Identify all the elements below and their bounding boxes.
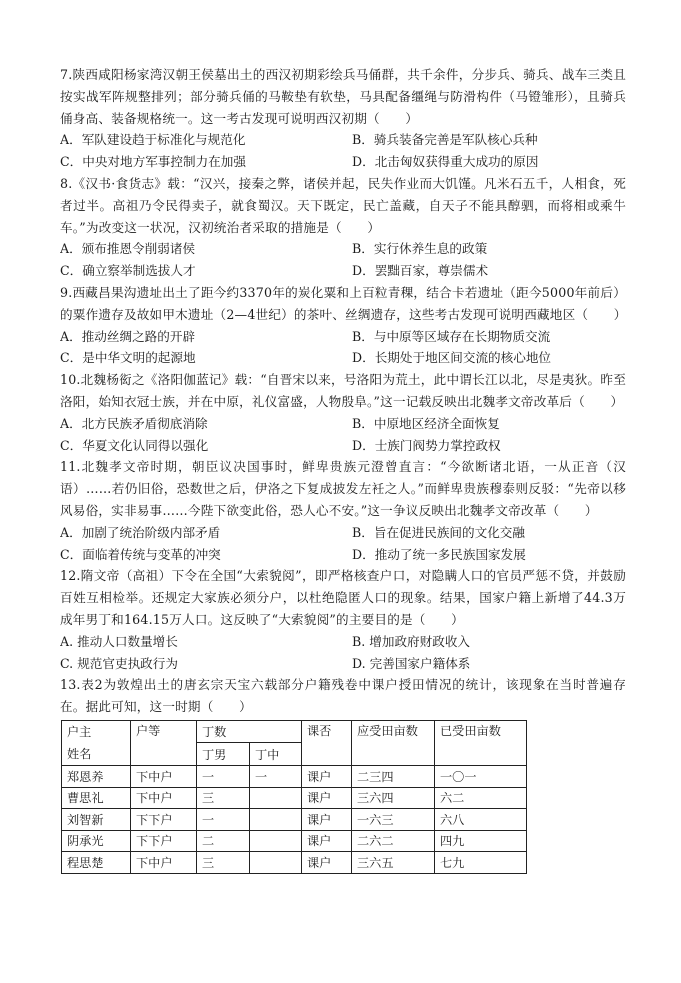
question-10 <box>60 369 626 456</box>
option-d[interactable]: D．长期处于地区间交流的核心地位 <box>352 350 552 366</box>
cell-should: 二三四 <box>352 765 435 787</box>
question-12 <box>60 565 626 674</box>
cell-got: 一〇一 <box>435 765 527 787</box>
header-ding-count: 丁数 <box>197 720 302 743</box>
header-grade: 户等 <box>131 720 197 765</box>
cell-mid <box>250 830 302 852</box>
cell-name: 程思楚 <box>62 852 131 874</box>
exam-page <box>60 64 626 874</box>
option-c[interactable]: C．确立察举制选拔人才 <box>60 263 196 279</box>
header-received: 已受田亩数 <box>435 720 527 765</box>
question-stem: 11.北魏孝文帝时期，朝臣议决国事时，鲜卑贵族元澄曾直言：“今欲断诸北语，一从正音（汉语）……若仍旧俗，恐数世之后，伊洛之下复成披发左衽之人。”而鲜卑贵族穆泰则反驳：“先帝以移风易俗，实非易事……今陛下欲变此俗，恐人心不安。”这一争议反映出北魏孝文帝改革（ ） <box>60 459 626 518</box>
header-ding-male: 丁男 <box>197 743 250 766</box>
cell-tax: 课户 <box>302 765 352 787</box>
question-13 <box>60 674 626 874</box>
question-11 <box>60 456 626 565</box>
cell-name: 曹思礼 <box>62 787 131 809</box>
option-b[interactable]: B．旨在促进民族间的文化交融 <box>352 524 525 540</box>
question-stem: 7.陕西咸阳杨家湾汉朝王侯墓出土的西汉初期彩绘兵马俑群，共千余件，分步兵、骑兵、战车三类且按实战军阵规整排列；部分骑兵俑的马鞍垫有软垫，马具配备缰绳与防滑构件（马镫雏形），且骑兵俑身高、装备规格统一。这一考古发现可说明西汉初期（ ） <box>60 67 626 126</box>
cell-tax: 课户 <box>302 809 352 831</box>
cell-tax: 课户 <box>302 852 352 874</box>
cell-should: 三六五 <box>352 852 435 874</box>
options <box>60 129 626 173</box>
option-b[interactable]: B．实行休养生息的政策 <box>352 241 488 257</box>
option-a[interactable]: A．加剧了统治阶级内部矛盾 <box>60 524 221 540</box>
table-row <box>62 787 527 809</box>
option-b[interactable]: B．与中原等区域存在长期物质交流 <box>352 328 551 344</box>
question-stem: 8.《汉书·食货志》载：“汉兴，接秦之弊，诸侯并起，民失作业而大饥馑。凡米石五千，人相食，死者过半。高祖乃令民得卖子，就食蜀汉。天下既定，民亡盖藏，自天子不能具醇驷，而将相或乘牛车。”为改变这一状况，汉初统治者采取的措施是（ ） <box>60 175 626 235</box>
cell-tax: 课户 <box>302 787 352 809</box>
option-d[interactable]: D．推动了统一多民族国家发展 <box>352 546 526 562</box>
cell-male: 一 <box>197 765 250 787</box>
cell-mid <box>250 787 302 809</box>
options <box>60 522 626 566</box>
cell-name: 阴承光 <box>62 830 131 852</box>
option-b[interactable]: B. 增加政府财政收入 <box>352 633 471 649</box>
option-d[interactable]: D．士族门阀势力掌控政权 <box>352 437 501 453</box>
cell-name: 郑恩养 <box>62 765 131 787</box>
cell-got: 六八 <box>435 809 527 831</box>
cell-got: 四九 <box>435 830 527 852</box>
cell-tax: 课户 <box>302 830 352 852</box>
option-a[interactable]: A．北方民族矛盾彻底消除 <box>60 415 208 431</box>
table-row <box>62 830 527 852</box>
question-9 <box>60 282 626 369</box>
table-row <box>62 809 527 831</box>
question-stem: 13.表2为敦煌出土的唐玄宗天宝六载部分户籍残卷中课户授田情况的统计，该现象在当时普遍存在。据此可知，这一时期（ ） <box>60 677 626 715</box>
options <box>60 413 626 457</box>
cell-mid: 一 <box>250 765 302 787</box>
cell-male: 三 <box>197 852 250 874</box>
option-c[interactable]: C．中央对地方军事控制力在加强 <box>60 154 246 170</box>
question-stem: 10.北魏杨衒之《洛阳伽蓝记》载：“自晋宋以来，号洛阳为荒土，此中谓长江以北，尽是夷狄。昨至洛阳，始知衣冠士族，并在中原，礼仪富盛，人物殷阜。”这一记载反映出北魏孝文帝改革后（ ） <box>60 372 626 409</box>
options <box>60 326 626 370</box>
header-ding-mid: 丁中 <box>250 743 302 766</box>
header-household-head: 户主 姓名 <box>62 720 131 765</box>
table-row <box>62 852 527 874</box>
option-c[interactable]: C．是中华文明的起源地 <box>60 350 196 366</box>
cell-grade: 下中户 <box>131 765 197 787</box>
cell-name: 刘智新 <box>62 809 131 831</box>
cell-grade: 下下户 <box>131 809 197 831</box>
options <box>60 238 626 282</box>
cell-male: 一 <box>197 809 250 831</box>
cell-mid <box>250 809 302 831</box>
header-tax: 课否 <box>302 720 352 765</box>
cell-male: 三 <box>197 787 250 809</box>
question-stem: 12.隋文帝（高祖）下令在全国“大索貌阅”，即严格核查户口，对隐瞒人口的官员严惩不贷，并鼓励百姓互相检举。还规定大家族必须分户，以杜绝隐匿人口的现象。结果，国家户籍上新增了44.3万成年男丁和164.15万人口。这反映了“大索貌阅”的主要目的是（ ） <box>60 568 626 627</box>
cell-should: 三六四 <box>352 787 435 809</box>
cell-grade: 下中户 <box>131 787 197 809</box>
option-a[interactable]: A．推动丝绸之路的开辟 <box>60 328 196 344</box>
option-a[interactable]: A．军队建设趋于标准化与规范化 <box>60 132 246 148</box>
cell-got: 六二 <box>435 787 527 809</box>
question-stem: 9.西藏昌果沟遗址出土了距今约3370年的炭化粟和上百粒青稞，结合卡若遗址（距今5000年前后）的粟作遗存及故如甲木遗址（2—4世纪）的茶叶、丝绸遗存，这些考古发现可说明西藏地区（ ） <box>60 284 627 322</box>
household-table <box>61 720 527 874</box>
table-row <box>62 765 527 787</box>
option-c[interactable]: C. 规范官吏执政行为 <box>60 655 178 671</box>
cell-got: 七九 <box>435 852 527 874</box>
question-8 <box>60 173 626 282</box>
cell-mid <box>250 852 302 874</box>
table-header-row <box>62 720 527 743</box>
option-b[interactable]: B．中原地区经济全面恢复 <box>352 415 500 431</box>
option-d[interactable]: D. 完善国家户籍体系 <box>352 655 471 671</box>
option-c[interactable]: C．面临着传统与变革的冲突 <box>60 546 221 562</box>
option-a[interactable]: A．颁布推恩令削弱诸侯 <box>60 241 196 257</box>
question-7 <box>60 64 626 173</box>
options <box>60 631 626 675</box>
option-d[interactable]: D．北击匈奴获得重大成功的原因 <box>352 154 539 170</box>
header-should-receive: 应受田亩数 <box>352 720 435 765</box>
cell-grade: 下中户 <box>131 852 197 874</box>
cell-should: 一六三 <box>352 809 435 831</box>
cell-male: 二 <box>197 830 250 852</box>
cell-should: 二六二 <box>352 830 435 852</box>
option-d[interactable]: D．罢黜百家，尊崇儒术 <box>352 263 489 279</box>
cell-grade: 下下户 <box>131 830 197 852</box>
option-c[interactable]: C．华夏文化认同得以强化 <box>60 437 209 453</box>
option-a[interactable]: A. 推动人口数量增长 <box>60 633 178 649</box>
option-b[interactable]: B．骑兵装备完善是军队核心兵种 <box>352 132 538 148</box>
